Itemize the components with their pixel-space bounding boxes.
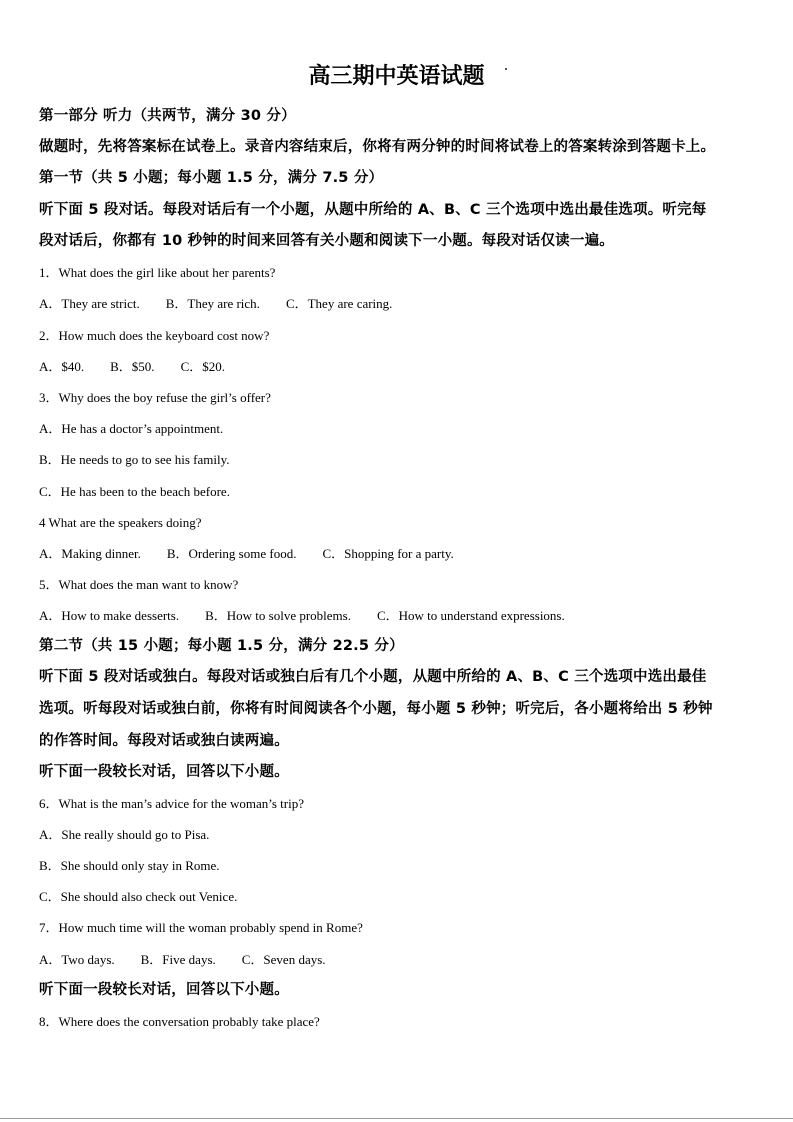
q3-option-c: C．He has been to the beach before. — [39, 484, 230, 499]
q6-option-a: A．She really should go to Pisa. — [39, 827, 210, 842]
q3-option-b: B．He needs to go to see his family. — [39, 452, 230, 467]
q1-option-b: B．They are rich. — [165, 296, 260, 311]
section2-directions-1: 听下面 5 段对话或独白。每段对话或独白后有几个小题，从题中所给的 A、B、C 三个选项中选出最佳 — [39, 669, 707, 685]
part1-heading: 第一部分 听力（共两节，满分 30 分） — [39, 108, 296, 124]
q4-option-b: B．Ordering some food. — [166, 546, 297, 561]
q7-option-b: B．Five days. — [140, 952, 216, 967]
section1-directions-1: 听下面 5 段对话。每段对话后有一个小题，从题中所给的 A、B、C 三个选项中选出最佳选项。听完每 — [39, 202, 707, 218]
section1-heading: 第一节（共 5 小题；每小题 1.5 分，满分 7.5 分） — [39, 170, 384, 186]
q4-options — [39, 545, 454, 563]
q7-stem: 7．How much time will the woman probably spend in Rome? — [39, 920, 363, 935]
q1-stem: 1．What does the girl like about her parents? — [39, 265, 276, 280]
section1-directions-2: 段对话后，你都有 10 秒钟的时间来回答有关小题和阅读下一小题。每段对话仅读一遍。 — [39, 233, 614, 249]
q4-stem: 4 What are the speakers doing? — [39, 515, 202, 530]
part1-instruction: 做题时，先将答案标在试卷上。录音内容结束后，你将有两分钟的时间将试卷上的答案转涂到答题卡上。 — [39, 139, 716, 155]
q7-option-a: A．Two days. — [39, 952, 115, 967]
q6-option-c: C．She should also check out Venice. — [39, 889, 238, 904]
section2-heading: 第二节（共 15 小题；每小题 1.5 分，满分 22.5 分） — [39, 638, 404, 654]
q5-stem: 5．What does the man want to know? — [39, 577, 239, 592]
q5-option-b: B．How to solve problems. — [205, 608, 351, 623]
q4-option-c: C．Shopping for a party. — [322, 546, 454, 561]
page-title: 高三期中英语试题 — [308, 64, 485, 89]
q6-stem: 6．What is the man’s advice for the woman’s trip? — [39, 796, 304, 811]
q8-stem: 8．Where does the conversation probably take place? — [39, 1014, 320, 1029]
q2-option-b: B．$50. — [110, 359, 155, 374]
q2-stem: 2．How much does the keyboard cost now? — [39, 328, 270, 343]
section2-directions-3: 的作答时间。每段对话或独白读两遍。 — [39, 733, 289, 749]
q6-option-b: B．She should only stay in Rome. — [39, 858, 220, 873]
page-bottom-divider — [0, 1118, 793, 1119]
decorative-dot — [505, 68, 507, 70]
q1-option-a: A．They are strict. — [39, 296, 140, 311]
q1-options — [39, 295, 392, 313]
long-dialogue-note-2: 听下面一段较长对话，回答以下小题。 — [39, 982, 289, 998]
q2-option-c: C．$20. — [180, 359, 225, 374]
q2-option-a: A．$40. — [39, 359, 85, 374]
q1-option-c: C．They are caring. — [285, 296, 393, 311]
q5-option-c: C．How to understand expressions. — [376, 608, 565, 623]
long-dialogue-note-1: 听下面一段较长对话，回答以下小题。 — [39, 764, 289, 780]
q5-options — [39, 607, 565, 625]
q2-options — [39, 358, 225, 376]
section2-directions-2: 选项。听每段对话或独白前，你将有时间阅读各个小题，每小题 5 秒钟；听完后，各小题将给出 5 秒钟 — [39, 701, 713, 717]
q4-option-a: A．Making dinner. — [39, 546, 141, 561]
q7-option-c: C．Seven days. — [241, 952, 326, 967]
q3-option-a: A．He has a doctor’s appointment. — [39, 421, 224, 436]
q7-options — [39, 951, 326, 969]
q5-option-a: A．How to make desserts. — [39, 608, 180, 623]
q3-stem: 3．Why does the boy refuse the girl’s offer? — [39, 390, 271, 405]
